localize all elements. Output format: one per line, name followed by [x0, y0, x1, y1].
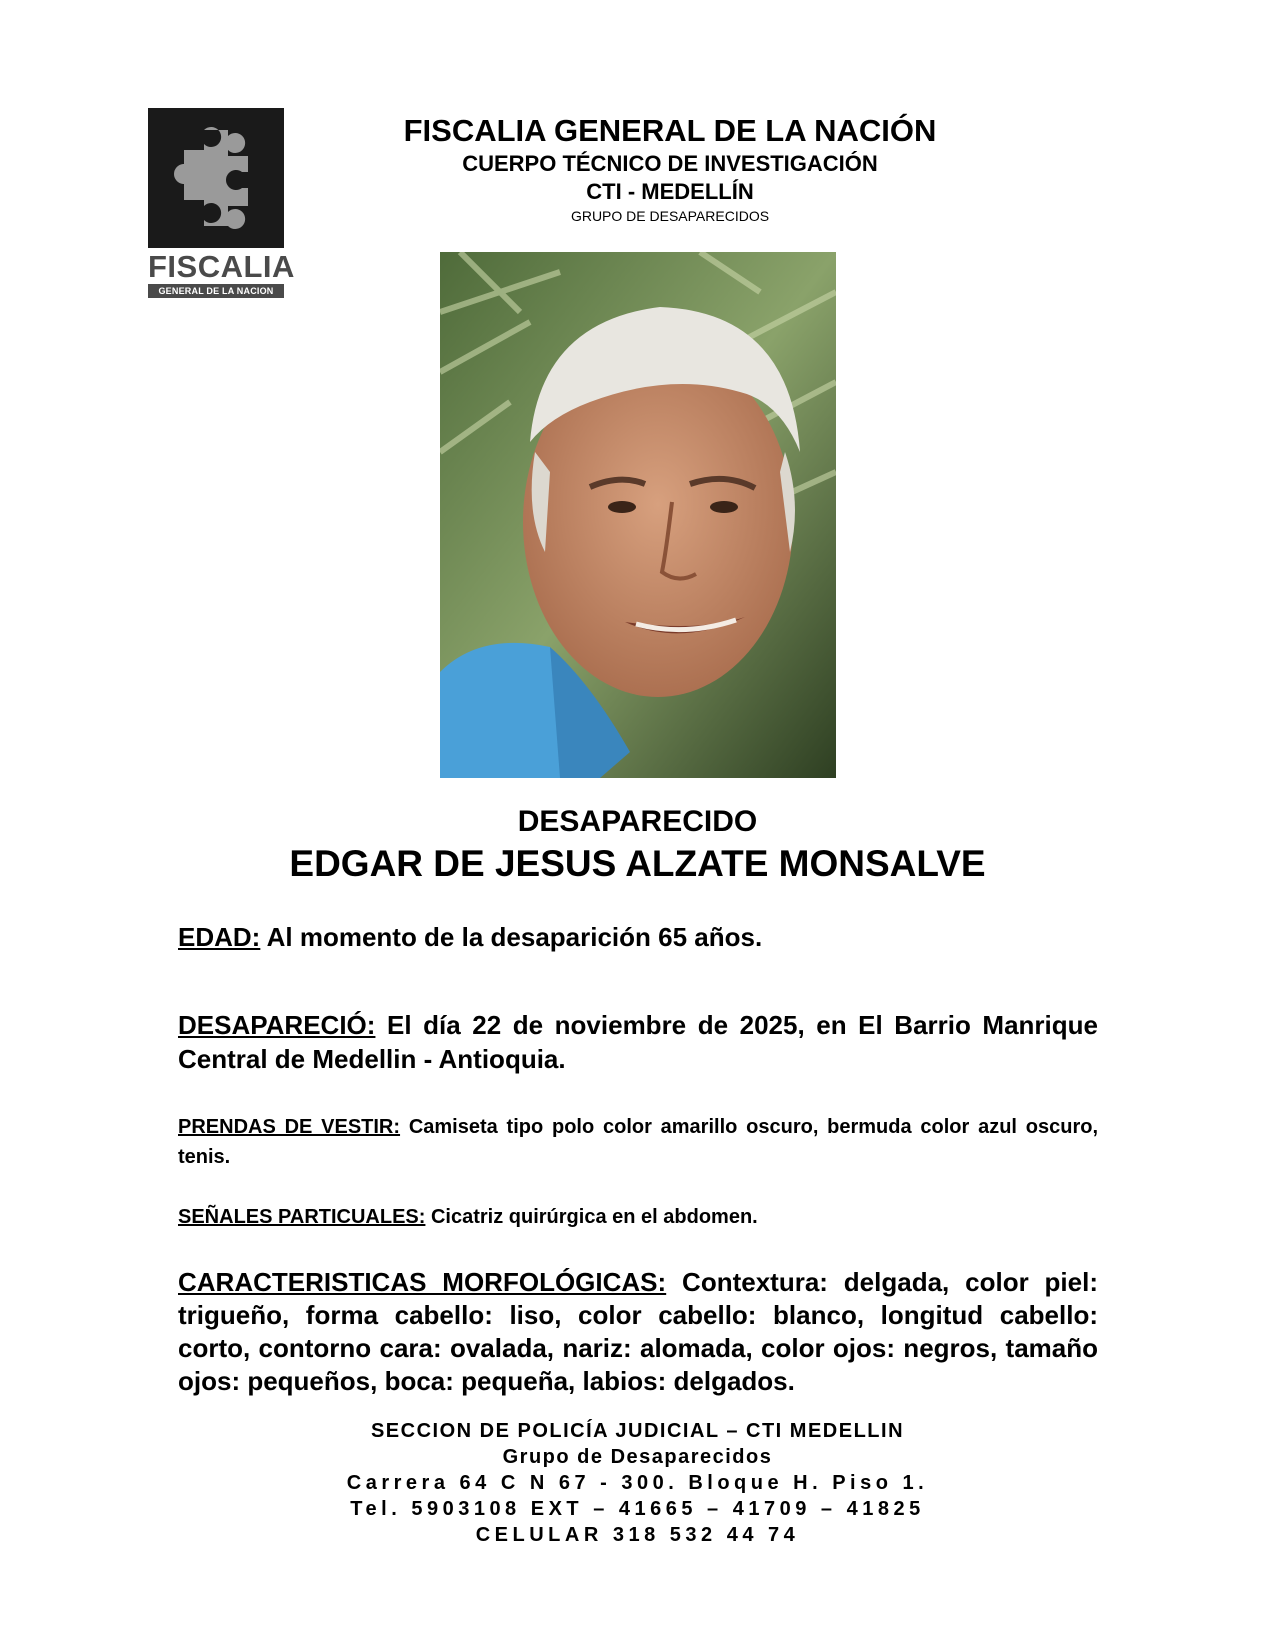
header-line-3: CTI - MEDELLÍN [586, 179, 754, 204]
footer-cellphone: CELULAR 318 532 44 74 [475, 1524, 800, 1546]
footer-line-2: Grupo de Desaparecidos [502, 1446, 773, 1468]
footer-address: Carrera 64 C N 67 - 300. Bloque H. Piso 1. [346, 1472, 929, 1494]
footer-line-1: SECCION DE POLICÍA JUDICIAL – CTI MEDELLIN [370, 1420, 905, 1442]
footer-phone: Tel. 5903108 EXT – 41665 – 41709 – 41825 [350, 1498, 925, 1520]
photo-illustration [440, 252, 836, 778]
logo-subtitle: GENERAL DE LA NACION [148, 284, 284, 298]
field-label: CARACTERISTICAS MORFOLÓGICAS: [178, 1267, 667, 1297]
header-title: FISCALIA GENERAL DE LA NACIÓN [403, 113, 937, 148]
field-value: Al momento de la desaparición 65 años. [260, 922, 763, 952]
fiscalia-logo [148, 108, 295, 298]
field-value: El día 22 de noviembre de 2025, en El Barrio Manrique Central de Medellin - Antioquia. [178, 1010, 1098, 1074]
puzzle-piece-icon [174, 122, 258, 234]
person-name: EDGAR DE JESUS ALZATE MONSALVE [289, 843, 986, 884]
status-heading: DESAPARECIDO [517, 805, 758, 838]
field-senales [178, 1202, 1098, 1232]
contact-footer [0, 1418, 1275, 1548]
field-desaparecio [178, 1008, 1098, 1076]
logo-wordmark: FISCALIA [148, 249, 295, 284]
header-line-4: GRUPO DE DESAPARECIDOS [570, 208, 770, 224]
logo-box [148, 108, 284, 248]
field-morfologicas [178, 1266, 1098, 1398]
field-value: Contextura: delgada, color piel: trigueño, forma cabello: liso, color cabello: blanco, longitud cabello: corto, contorno cara: ovalada, nariz: alomada, color ojos: negros, tamaño ojos: pequeños, boca: pequeña, labios: delgados. [178, 1267, 1098, 1396]
field-value: Camiseta tipo polo color amarillo oscuro, bermuda color azul oscuro, tenis. [178, 1116, 1098, 1168]
field-label: EDAD: [178, 922, 261, 952]
field-value: Cicatriz quirúrgica en el abdomen. [425, 1206, 758, 1228]
field-label: PRENDAS DE VESTIR: [178, 1116, 401, 1138]
field-label: DESAPARECIÓ: [178, 1010, 376, 1040]
field-edad [178, 920, 1098, 954]
field-prendas [178, 1112, 1098, 1172]
field-label: SEÑALES PARTICUALES: [178, 1206, 426, 1228]
missing-person-photo [440, 252, 836, 778]
header-line-2: CUERPO TÉCNICO DE INVESTIGACIÓN [462, 151, 878, 176]
document-header [330, 112, 1010, 226]
